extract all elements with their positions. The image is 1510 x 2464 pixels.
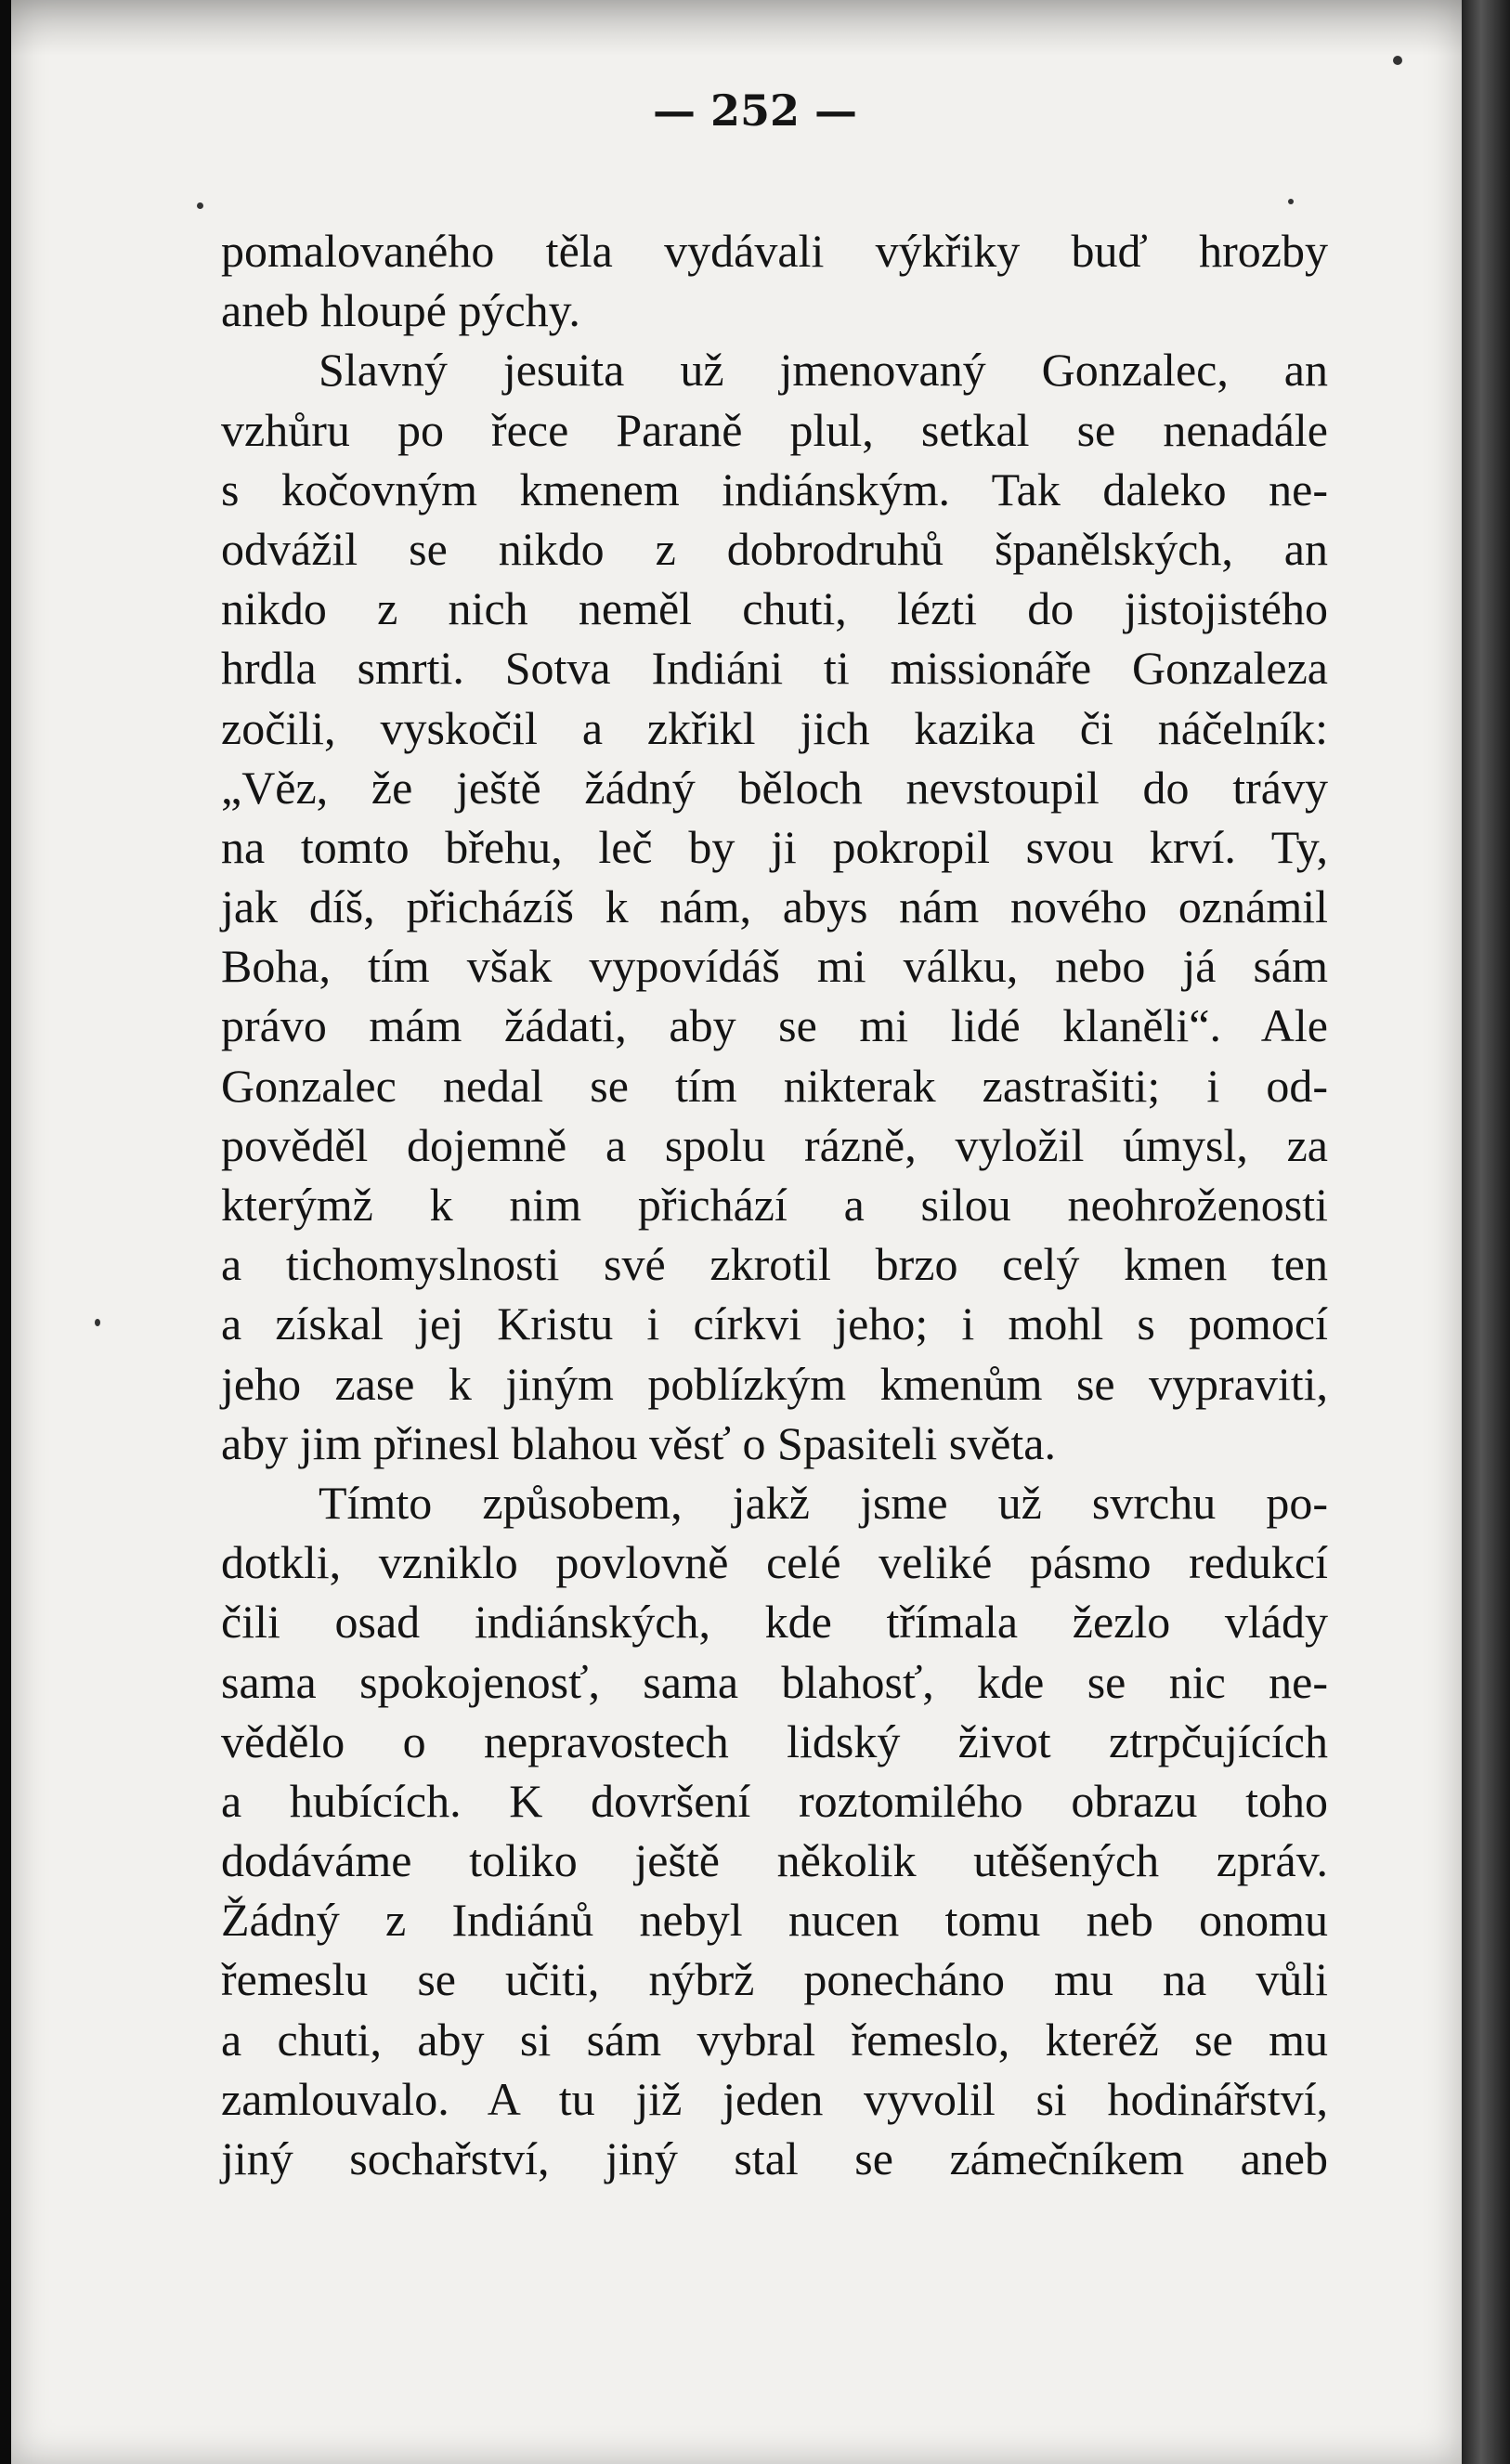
- text-line: a získal jej Kristu i církvi jeho; i mohl s pomocí: [221, 1297, 1328, 1350]
- text-line: Tímto způsobem, jakž jsme už svrchu po-: [319, 1476, 1328, 1529]
- text-line: jak díš, přicházíš k nám, abys nám nového oznámil: [221, 880, 1328, 933]
- text-line: jeho zase k jiným poblízkým kmenům se vypraviti,: [221, 1357, 1328, 1410]
- text-line: s kočovným kmenem indiánským. Tak daleko ne-: [221, 463, 1328, 515]
- text-line: zamlouvalo. A tu již jeden vyvolil si hodinářství,: [221, 2072, 1328, 2125]
- text-line: aneb hloupé pýchy.: [221, 284, 580, 337]
- text-line: a hubících. K dovršení roztomilého obrazu toho: [221, 1774, 1328, 1827]
- text-line: pomalovaného těla vydávali výkřiky buď hrozby: [221, 225, 1328, 277]
- text-line: kterýmž k nim přichází a silou neohroženosti: [221, 1179, 1328, 1231]
- scan-speck: [1393, 56, 1402, 65]
- text-line: vědělo o nepravostech lidský život ztrpčujících: [221, 1714, 1328, 1767]
- text-line: Žádný z Indiánů nebyl nucen tomu neb onomu: [221, 1894, 1328, 1947]
- text-line: Boha, tím však vypovídáš mi válku, nebo já sám: [221, 940, 1328, 993]
- text-line: nikdo z nich neměl chuti, lézti do jistojistého: [221, 582, 1328, 635]
- binding-edge: [1462, 0, 1510, 2464]
- text-line: řemeslu se učiti, nýbrž ponecháno mu na vůli: [221, 1953, 1328, 2006]
- text-line: Slavný jesuita už jmenovaný Gonzalec, an: [319, 344, 1328, 397]
- text-line: dodáváme toliko ještě několik utěšených zpráv.: [221, 1834, 1328, 1887]
- text-line: čili osad indiánských, kde třímala žezlo vlády: [221, 1596, 1328, 1649]
- scan-speck: [197, 202, 203, 209]
- text-line: jiný sochařství, jiný stal se zámečníkem aneb: [221, 2132, 1328, 2184]
- text-line: „Věz, že ještě žádný běloch nevstoupil do trávy: [221, 761, 1328, 814]
- text-line: a chuti, aby si sám vybral řemeslo, kteréž se mu: [221, 2013, 1328, 2066]
- text-line: hrdla smrti. Sotva Indiáni ti missionáře Gonzaleza: [221, 642, 1328, 695]
- page-top-shadow: [11, 0, 1462, 56]
- scan-speck: [95, 1319, 100, 1326]
- text-line: dotkli, vzniklo povlovně celé veliké pásmo redukcí: [221, 1536, 1328, 1589]
- text-line: na tomto břehu, leč by ji pokropil svou krví. Ty,: [221, 820, 1328, 873]
- text-line: sama spokojenosť, sama blahosť, kde se nic ne-: [221, 1655, 1328, 1708]
- text-line: Gonzalec nedal se tím nikterak zastrašiti; i od-: [221, 1059, 1328, 1112]
- text-line: aby jim přinesl blahou věsť o Spasiteli světa.: [221, 1416, 1056, 1469]
- text-line: právo mám žádati, aby se mi lidé klaněli“. Ale: [221, 999, 1328, 1052]
- body-text: [221, 221, 1328, 2188]
- text-line: vzhůru po řece Paraně plul, setkal se nenadále: [221, 403, 1328, 456]
- text-line: pověděl dojemně a spolu rázně, vyložil úmysl, za: [221, 1118, 1328, 1171]
- text-line: zočili, vyskočil a zkřikl jich kazika či náčelník:: [221, 701, 1328, 754]
- text-line: a tichomyslnosti své zkrotil brzo celý kmen ten: [221, 1238, 1328, 1291]
- text-line: odvážil se nikdo z dobrodruhů španělských, an: [221, 522, 1328, 575]
- scan-speck: [1288, 199, 1294, 204]
- page-number: — 252 —: [652, 85, 858, 136]
